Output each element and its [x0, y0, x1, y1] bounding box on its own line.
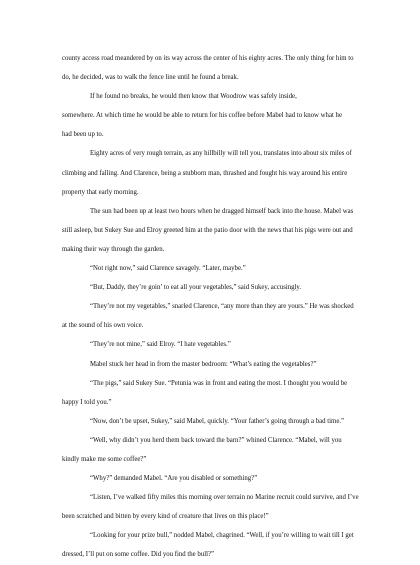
paragraph [62, 526, 378, 564]
text-line: do, he decided, was to walk the fence line until he found a break. [62, 74, 239, 82]
paragraph [62, 355, 378, 374]
text-line: “Why?” demanded Mabel. “Are you disabled or something?” [90, 475, 258, 483]
paragraph [62, 87, 378, 106]
paragraph [62, 335, 378, 354]
text-line: “But, Daddy, they’re goin’ to eat all your vegetables,” said Sukey, accusingly. [90, 284, 302, 292]
text-line: making their way through the garden. [62, 245, 165, 253]
text-line: If he found no breaks, he would then know that Woodrow was safely inside, [90, 93, 297, 101]
text-line: Mabel stuck her head in from the master bedroom: “What’s eating the vegetables?” [90, 360, 317, 368]
paragraph [62, 259, 378, 278]
text-line: been scratched and bitten by every kind of creature that lives on this place!” [62, 513, 269, 521]
text-line: county access road meandered by on its way across the center of his eighty acres. The only thing for him to [62, 55, 354, 62]
text-line: happy I told you.” [62, 398, 112, 406]
paragraph [62, 144, 378, 201]
text-line: somewhere. At which time he would be able to return for his coffee before Mabel had to know what he [62, 112, 342, 120]
text-line: “The pigs,” said Sukey Sue. “Petunia was in front and eating the most. I thought you would be [90, 379, 348, 387]
paragraph [62, 297, 378, 335]
text-line: “Listen, I’ve walked fifty miles this morning over terrain no Marine recruit could survive, and I’ve [90, 494, 359, 502]
paragraph [62, 412, 378, 431]
paragraph [62, 278, 378, 297]
text-line: Eighty acres of very rough terrain, as any hillbilly will tell you, translates into about six miles of [90, 150, 352, 158]
text-line: climbing and falling. And Clarence, being a stubborn man, thrashed and fought his way around his entire [62, 169, 348, 177]
text-line: “They’re not my vegetables,” snarled Clarence, “any more than they are yours.” He was shocked [90, 303, 354, 311]
text-line: kindly make me some coffee?” [62, 455, 147, 463]
paragraph [62, 488, 378, 526]
text-line: still asleep, but Sukey Sue and Elroy greeted him at the patio door with the news that his pigs were out and [62, 226, 353, 234]
text-line: dressed, I’ll put on some coffee. Did you find the bull?” [62, 551, 215, 559]
paragraph [62, 49, 378, 87]
text-line: The sun had been up at least two hours when he dragged himself back into the house. Mabel was [90, 207, 354, 215]
body-text [62, 49, 378, 565]
text-line: “Well, why didn’t you herd them back toward the barn?” whined Clarence. “Mabel, will you [90, 436, 342, 444]
paragraph [62, 106, 378, 144]
paragraph [62, 431, 378, 469]
text-line: “Not right now,” said Clarence savagely. “Later, maybe.” [90, 265, 246, 273]
text-line: “They’re not mine,” said Elroy. “I hate vegetables.” [90, 341, 231, 349]
text-line: had been up to. [62, 131, 104, 139]
paragraph [62, 469, 378, 488]
text-line: “Now, don’t be upset, Sukey,” said Mabel, quickly. “Your father’s going through a bad time.” [90, 417, 345, 425]
text-line: “Looking for your prize bull,” nodded Mabel, chagrined. “Well, if you’re willing to wait till I get [90, 532, 354, 540]
text-line: property that early morning. [62, 188, 139, 196]
paragraph [62, 374, 378, 412]
text-line: at the sound of his own voice. [62, 322, 144, 330]
paragraph [62, 202, 378, 259]
